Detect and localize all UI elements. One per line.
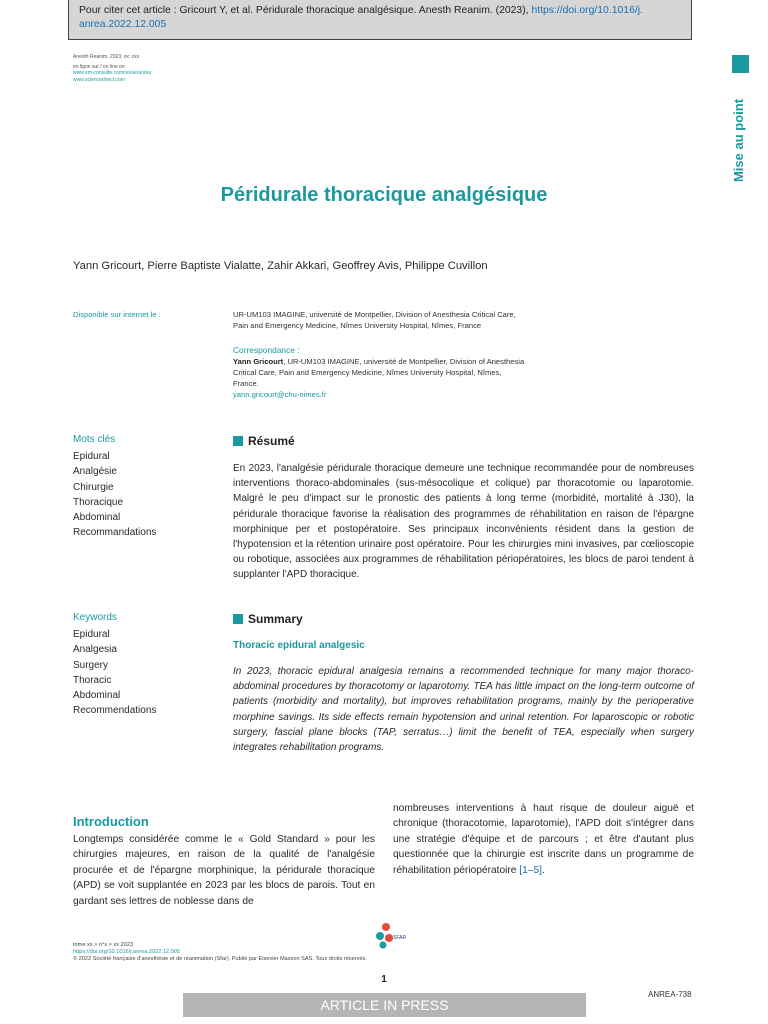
mots-cles-item: Chirurgie bbox=[73, 481, 114, 493]
mots-cles-item: Abdominal bbox=[73, 512, 121, 524]
keywords-item: Abdominal bbox=[73, 690, 121, 702]
correspondence-name: Yann Gricourt bbox=[233, 357, 284, 366]
citation-doi-link-cont[interactable]: anrea.2022.12.005 bbox=[79, 19, 167, 30]
footer-doi-link[interactable]: https://doi.org/10.1016/j.anrea.2022.12.005 bbox=[73, 949, 180, 955]
affiliation bbox=[233, 309, 573, 331]
side-tab bbox=[719, 90, 759, 190]
citation-box bbox=[68, 0, 692, 40]
keywords-item: Thoracic bbox=[73, 674, 112, 686]
available-label: Disponible sur internet le : bbox=[73, 310, 161, 319]
footer-meta bbox=[73, 942, 367, 963]
article-in-press-banner: ARTICLE IN PRESS bbox=[183, 993, 586, 1017]
summary-subheading: Thoracic epidural analgesic bbox=[233, 640, 365, 651]
footer-issue: tome xx > n°x > xx 2023 bbox=[73, 942, 134, 948]
keywords-item: Analgesia bbox=[73, 644, 117, 656]
side-tab-label: Mise au point bbox=[731, 98, 747, 182]
summary-heading-label: Summary bbox=[248, 612, 303, 626]
resume-text: En 2023, l'analgésie péridurale thoracique demeure une technique recommandée pour de nombreuses interventions thoraco-abdominales (sus-mésocolique et colique) par thoracotomie ou laparotomie. Malgré le peu d'impact sur le pronostic des patients à long terme (morbidité, mortalité à J30), la péridurale thoracique favorise la réalisation des programmes de réhabilitation en raison de l'épargne morphinique per et postopératoire. Ses principaux inconvénients résident dans la gestion de l'hypotension et la rétention urinaire post opératoire. Pour les chirurgies mini invasives, par cœlioscopie ou robotique, associées aux programmes de réhabilitation périopératoires, les blocs de paroi tendent à supplanter l'APD thoracique. bbox=[233, 463, 694, 581]
mots-cles-item: Analgésie bbox=[73, 466, 117, 478]
resume-heading-label: Résumé bbox=[248, 434, 295, 448]
resume-heading bbox=[233, 434, 295, 448]
citation-text: Pour citer cet article : Gricourt Y, et al. Péridurale thoracique analgésique. Anesth Reanim. (2023), bbox=[79, 5, 532, 16]
summary-text: In 2023, thoracic epidural analgesia remains a recommended technique for many major thoraco-abdominal procedures by thoracotomy or laparotomy. TEA has little impact on the long-term outcome of patients (morbidity and mortality), but improves rehabilitation programs, mainly by the perioperative morphine savings. Its side effects remain hypotension and urinal retention. For laparoscopic or robotic surgery, fascial plane blocks (TAP, serratus…) limit the benefit of TEA, especially when surgery integrates rehabilitation programs. bbox=[233, 666, 694, 754]
section-marker-icon bbox=[233, 436, 243, 446]
introduction-col2-end: . bbox=[541, 864, 545, 876]
journal-link-sciencedirect[interactable]: www.sciencedirect.com bbox=[73, 76, 125, 83]
author-list: Yann Gricourt, Pierre Baptiste Vialatte, Zahir Akkari, Geoffrey Avis, Philippe Cuvillon bbox=[73, 260, 488, 272]
correspondence-email[interactable]: yann.gricourt@chu-nimes.fr bbox=[233, 390, 327, 399]
journal-meta-line2: en ligne sur / on line on bbox=[73, 64, 125, 71]
affiliation-line1: UR-UM103 IMAGINE, université de Montpellier, Division of Anesthesia Critical Care, bbox=[233, 310, 516, 319]
introduction-heading: Introduction bbox=[73, 814, 149, 829]
mots-cles-list bbox=[73, 449, 156, 541]
mots-cles-item: Epidural bbox=[73, 451, 110, 462]
sfar-logo-text: SFAR bbox=[393, 935, 407, 941]
correspondence-line2: Critical Care, Pain and Emergency Medicine, Nîmes University Hospital, Nîmes, bbox=[233, 368, 502, 377]
reference-link[interactable]: [1–5] bbox=[519, 864, 542, 876]
keywords-item: Recommendations bbox=[73, 705, 157, 717]
keywords-list bbox=[73, 627, 156, 719]
introduction-col2-text: nombreuses interventions à haut risque de douleur aiguë et chronique (thoracotomie, laparotomie), l'APD doit s'intégrer dans une stratégie d'équipe et de parcours ; et être d'autant plus questionnée que la chirurgie est inscrite dans un programme de réhabilitation périopératoire bbox=[393, 803, 694, 876]
introduction-col1: Longtemps considérée comme le « Gold Standard » pour les chirurgies majeures, en raison de la qualité de l'analgésie procurée et de l'épargne morphinique, la péridurale thoracique (APD) se voit supplantée en 2023 par les blocs de parois. Tout en gardant ses lettres de noblesse dans de bbox=[73, 834, 375, 907]
section-marker-icon bbox=[233, 614, 243, 624]
correspondence-line3: France. bbox=[233, 379, 259, 388]
keywords-item: Epidural bbox=[73, 629, 110, 640]
article-title: Péridurale thoracique analgésique bbox=[220, 184, 548, 206]
correspondence-line1: , UR-UM103 IMAGINE, université de Montpellier, Division of Anesthesia bbox=[283, 357, 525, 366]
keywords-title: Keywords bbox=[73, 612, 117, 623]
journal-meta bbox=[73, 54, 151, 83]
mots-cles-item: Thoracique bbox=[73, 496, 124, 508]
summary-heading bbox=[233, 612, 303, 626]
article-code: ANREA-738 bbox=[648, 990, 692, 999]
sfar-logo-icon bbox=[372, 921, 408, 951]
correspondence-label: Correspondance : bbox=[233, 345, 300, 355]
page-number: 1 bbox=[381, 974, 387, 985]
keywords-item: Surgery bbox=[73, 659, 109, 671]
mots-cles-title: Mots clés bbox=[73, 434, 116, 445]
citation-doi-link[interactable]: https://doi.org/10.1016/j. bbox=[531, 5, 643, 16]
footer-copyright: © 2022 Société française d'anesthésie et de réanimation (Sfar). Publié par Elsevier Masson SAS. Tous droits réservés. bbox=[73, 956, 367, 962]
introduction-col2 bbox=[393, 801, 694, 878]
correspondence bbox=[233, 345, 593, 400]
mots-cles-item: Recommandations bbox=[73, 527, 157, 539]
affiliation-line2: Pain and Emergency Medicine, Nîmes University Hospital, Nîmes, France bbox=[233, 321, 482, 330]
journal-meta-line1: Anesth Reanim. 2023; xx: xxx bbox=[73, 54, 140, 60]
side-tab-marker bbox=[732, 55, 749, 73]
journal-link-emconsulte[interactable]: www.em-consulte.com/revue/anrea bbox=[73, 70, 152, 77]
